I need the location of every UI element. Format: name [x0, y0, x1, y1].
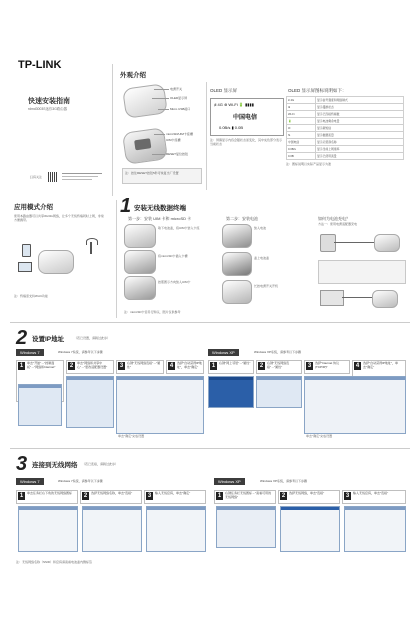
win7-connect-screenshot-3: [146, 506, 206, 552]
label-uim-slot: UIM卡座槽: [166, 138, 181, 142]
table-row: 🔋 显示电池剩余电量: [287, 118, 404, 125]
app-mode-note: 注：终端需支持Wi-Fi功能: [14, 294, 48, 298]
reset-note-box: [122, 168, 202, 184]
section-3-desc: （若已连接，请跳过此步）: [82, 462, 119, 466]
win7-step-1: 1 单击"开始"→"控制面板"→"网络和Internet": [16, 360, 64, 402]
oled-traffic: 0.0B/s ▮ 0.0B: [219, 125, 243, 130]
qr-label: 扫码关注: [30, 175, 43, 179]
winxp-screenshot-3: [304, 376, 406, 434]
win7-connect-step-2: 2 选择无线网络名称，单击"连接": [80, 490, 142, 504]
charge-note: 方法一：使用电源适配器充电: [318, 222, 358, 226]
label-microsd-slot: microSD/UIM卡座槽: [166, 132, 193, 136]
step1-image-1: [124, 224, 156, 248]
section-1-note: 注：microSD卡需另行购买，图片仅供参考: [124, 310, 181, 314]
divider-vertical-3: [116, 200, 117, 318]
oled-screen: [210, 98, 284, 136]
section-2-divider: [10, 322, 410, 323]
device-bottom-image: [122, 127, 168, 165]
win7-screenshot-3: [116, 376, 204, 434]
winxp-foot: 单击"确定"完成设置: [306, 434, 333, 438]
phone-icon: [22, 244, 31, 257]
winxp-step-1: 1 右键"网上邻居"→"属性": [208, 360, 254, 374]
winxp-connect-step-1: 1 右键任务栏无线图标→"查看可用的无线网络": [214, 490, 276, 504]
step1-text-1: 取下电池盖，将UIM卡装入卡座: [158, 226, 200, 230]
section-1-number: 1: [120, 195, 132, 217]
section-2-desc: （若已设置，请跳过此步）: [74, 336, 111, 340]
table-row: 0.0B 显示已使用流量: [287, 153, 404, 160]
guide-title: 快速安装指南: [28, 98, 70, 105]
app-mode-panel: [14, 198, 114, 320]
win7-connect-note: Windows 7系统，请参考以下步骤: [58, 479, 103, 483]
step2-text-1: 装入电池: [254, 226, 267, 230]
oled-note: 注：屏幕显示内容会随状态而变化，其中灰色部分表示当前状态: [210, 138, 283, 146]
app-mode-title: 应用模式介绍: [14, 204, 53, 211]
win7-note: Windows 7系统，请参考以下步骤: [58, 350, 103, 354]
divider-vertical-2: [206, 82, 207, 190]
section-3-title: 连接到无线网络: [32, 462, 78, 469]
tab-windows-xp-connect: Windows XP: [214, 478, 245, 485]
win7-connect-screenshot-1: [18, 506, 78, 552]
tab-windows-7-connect: Windows 7: [16, 478, 44, 485]
winxp-step-4: 4 选择"自动获得IP地址"，单击"确定": [352, 360, 406, 384]
reset-note: 注：按住RESET按钮5秒可恢复出厂设置: [125, 171, 179, 175]
power-adapter-icon: [320, 234, 336, 252]
appearance-title: 外观介绍: [120, 72, 146, 79]
laptop-icon: [18, 262, 32, 272]
win7-screenshot-1: [18, 384, 62, 426]
win7-step-4: 4 选择"自动获得IP地址"，单击"确定": [166, 360, 204, 374]
step2-title: 第二步：安装电池: [226, 216, 258, 221]
win7-connect-step-1: 1 单击任务栏右下角的无线网络图标: [16, 490, 78, 504]
winxp-connect-step-3: 3 输入无线密码，单击"连接": [342, 490, 406, 504]
step2-image-2: [222, 252, 252, 276]
step2-text-2: 盖上电池盖: [254, 256, 270, 260]
section-2-title: 设置IP地址: [32, 336, 65, 343]
step1-text-3: 按照图示方向装入UIM卡: [158, 280, 191, 284]
label-micro-usb: Micro USB接口: [170, 107, 191, 111]
oled-title: OLED 显示屏: [210, 88, 238, 93]
tab-windows-xp: Windows XP: [208, 349, 239, 356]
oled-icons-footnote: 注：图标说明以实际产品显示为准: [286, 162, 332, 166]
win7-connect-step-3: 3 输入无线密码，单击"确定": [144, 490, 206, 504]
table-row: 0.0B/s 显示当前上网速率: [287, 146, 404, 153]
device-image: [38, 250, 74, 274]
charger-image: [320, 230, 400, 256]
appearance-panel: [118, 80, 204, 188]
table-row: ⊛ 显示漫游状态: [287, 104, 404, 111]
win7-step-3: 3 右键"无线网络连接"→"属性": [116, 360, 164, 374]
laptop-icon-2: [320, 290, 344, 306]
qr-code-icon: [48, 172, 58, 182]
step2-text-3: 长按电源开关开机: [254, 284, 279, 288]
label-power-switch: 电源开关: [170, 87, 183, 91]
cell-tower-icon: [86, 238, 96, 254]
win7-foot: 单击"确定"完成设置: [118, 434, 145, 438]
winxp-note: Windows XP系统，请参考以下步骤: [254, 350, 302, 354]
step1-image-2: [124, 250, 156, 274]
winxp-step-2: 2 右键"无线网络连接"→"属性": [256, 360, 302, 374]
table-row: ᵢll 4G 显示信号强度和网络制式: [287, 97, 404, 104]
step1-image-3: [124, 276, 156, 300]
section-1-title: 安装无线数据终端: [134, 205, 186, 212]
win7-screenshot-2: [66, 376, 114, 428]
section-3-divider: [10, 448, 410, 449]
oled-status-row: ᵢll 4G ⊛ Wi-Fi 🔋 ▮▮▮▮: [214, 102, 254, 107]
app-mode-body: 使用本路由器可以共享3G/4G网络，让多个无线终端同时上网，非常方便携带。: [14, 214, 104, 222]
winxp-step-3: 3 选择"Internet 协议(TCP/IP)": [304, 360, 350, 374]
step1-text-2: 将microSD卡插入卡槽: [158, 254, 188, 258]
guide-subtitle: rdmd3003S迷你3G路由器: [28, 107, 68, 111]
table-row: ✉ 显示新短信: [287, 125, 404, 132]
section-3-footnote: 注：无线网络名称（SSID）和密码请查看电池盖内侧标签: [16, 560, 93, 564]
winxp-connect-screenshot-3: [344, 506, 406, 552]
winxp-screenshot-2: [256, 376, 302, 408]
step2-image-3: [222, 280, 252, 304]
label-oled-screen: OLED显示屏: [170, 96, 188, 100]
step2-image-1: [222, 224, 252, 248]
winxp-connect-step-2: 2 选择无线网络，单击"连接": [278, 490, 340, 504]
tab-windows-7: Windows 7: [16, 349, 44, 356]
qr-strip: [48, 172, 104, 182]
win7-step-2: 2 单击"网络和共享中心"→"更改适配器设置": [66, 360, 114, 374]
charge-title: 如何为电池充电？: [318, 216, 350, 221]
table-row: ⇅ 显示数据流量: [287, 132, 404, 139]
oled-icons-table: [286, 96, 404, 166]
section-2-number: 2: [16, 327, 28, 349]
winxp-connect-screenshot-2: [280, 506, 340, 552]
oled-icons-title: OLED 显示屏图标说明如下：: [288, 88, 347, 93]
cover-panel: [0, 0, 110, 195]
tp-link-logo: [18, 58, 92, 70]
oled-carrier: 中国电信: [233, 115, 258, 121]
section-3-number: 3: [16, 453, 28, 475]
table-row: 中国电信 显示运营商名称: [287, 139, 404, 146]
win7-connect-screenshot-2: [82, 506, 142, 552]
winxp-screenshot-1: [208, 376, 254, 408]
winxp-connect-note: Windows XP系统，请参考以下步骤: [260, 479, 308, 483]
charge-note-box: [318, 260, 406, 284]
label-reset-button: RESET复位按钮: [166, 152, 189, 156]
divider-vertical: [112, 64, 113, 196]
logo-text: TP-LINK: [18, 59, 62, 70]
usb-charge-image: [320, 288, 400, 308]
step1-title: 第一步：安装 UIM 卡和 microSD 卡: [128, 216, 192, 221]
table-row: Wi-Fi 显示已连接终端数: [287, 111, 404, 118]
winxp-connect-screenshot-1: [216, 506, 276, 548]
